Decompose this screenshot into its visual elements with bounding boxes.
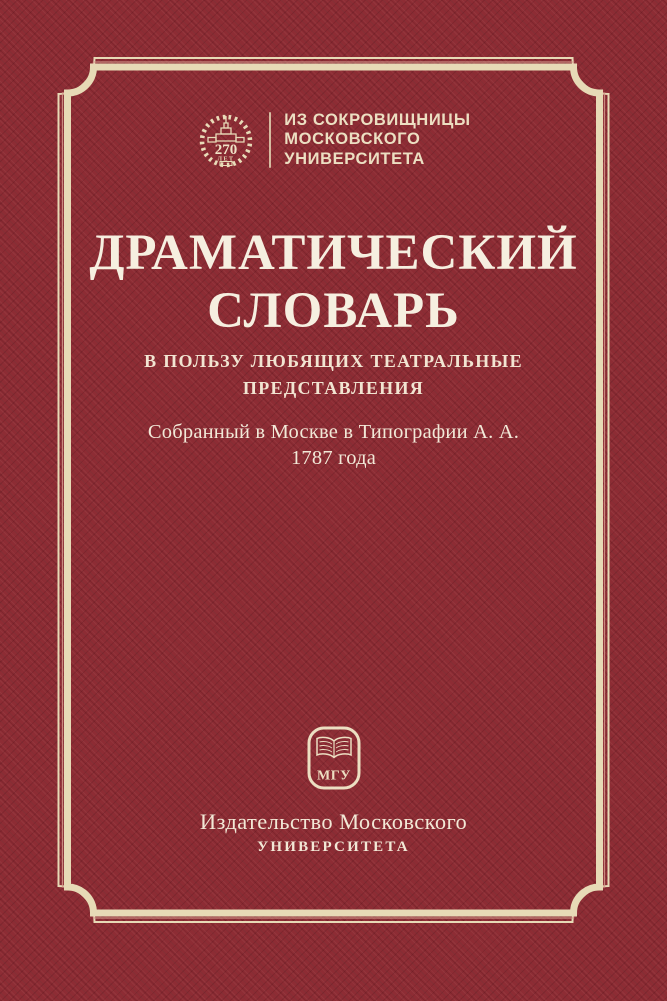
- publisher-name: [0, 806, 667, 857]
- book-subtitle-line2: ПРЕДСТАВЛЕНИЯ: [242, 378, 425, 398]
- series-emblem: [0, 110, 667, 170]
- book-subtitle-line1: В ПОЛЬЗУ ЛЮБЯЩИХ ТЕАТРАЛЬНЫЕ: [144, 351, 523, 371]
- book-title: [0, 224, 667, 340]
- publisher-line1: Издательство Московского: [199, 809, 468, 834]
- open-book-glyph: [317, 737, 351, 757]
- emblem-divider-line: [269, 112, 271, 168]
- imprint-note: [0, 419, 667, 471]
- imprint-line2: 1787 года: [290, 447, 376, 469]
- book-title-line1: ДРАМАТИЧЕСКИЙ: [89, 225, 578, 281]
- series-title-line2: МОСКОВСКОГО: [284, 130, 421, 149]
- publisher-line2: УНИВЕРСИТЕТА: [257, 839, 410, 855]
- frame-outer-thin-line: [59, 58, 609, 922]
- series-title-line1: ИЗ СОКРОВИЩНИЦЫ: [284, 110, 471, 129]
- series-title-line3: УНИВЕРСИТЕТА: [284, 149, 425, 168]
- book-subtitle: [0, 348, 667, 402]
- open-book-mgu-icon: [307, 726, 361, 790]
- laurel-wreath-270-years-icon: [196, 110, 256, 170]
- series-title: [284, 111, 470, 170]
- publisher-mark-label: МГУ: [316, 768, 351, 784]
- badge-years-label: ЛЕТ: [217, 156, 235, 163]
- book-title-line2: СЛОВАРЬ: [207, 283, 460, 339]
- imprint-line1: Собранный в Москве в Типографии А. А.: [147, 421, 520, 443]
- badge-years-number: 270: [215, 142, 238, 158]
